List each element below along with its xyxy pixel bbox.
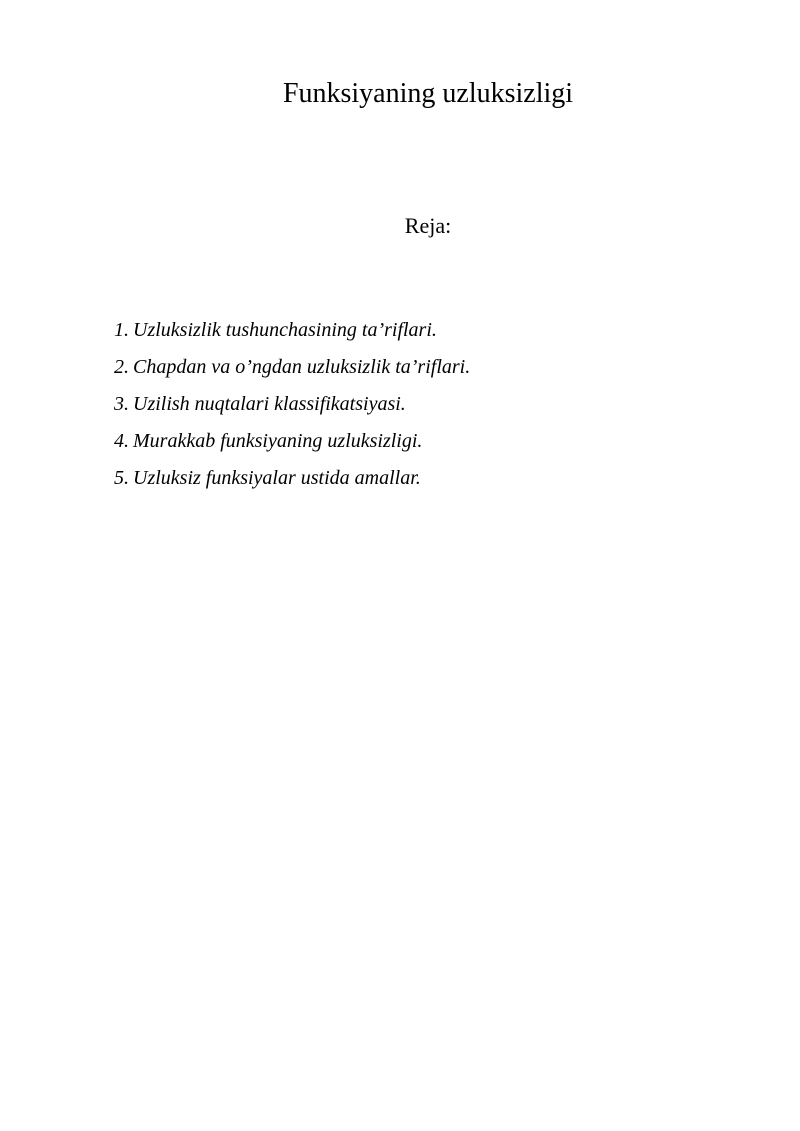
list-item-number: 5. bbox=[114, 467, 129, 489]
list-item-text: Uzluksizlik tushunchasining ta’riflari. bbox=[133, 319, 437, 341]
document-title: Funksiyaning uzluksizligi bbox=[282, 78, 574, 109]
list-item bbox=[114, 460, 470, 497]
list-item-text: Murakkab funksiyaning uzluksizligi. bbox=[133, 430, 423, 452]
list-item bbox=[114, 349, 470, 386]
list-item-text: Chapdan va o’ngdan uzluksizlik ta’riflari. bbox=[133, 356, 471, 378]
list-item bbox=[114, 386, 470, 423]
list-item-number: 2. bbox=[114, 356, 129, 378]
list-item-number: 4. bbox=[114, 430, 129, 452]
list-item bbox=[114, 423, 470, 460]
plan-list bbox=[114, 312, 470, 497]
list-item-text: Uzilish nuqtalari klassifikatsiyasi. bbox=[133, 393, 406, 415]
list-item-number: 1. bbox=[114, 319, 129, 341]
list-item bbox=[114, 312, 470, 349]
plan-heading: Reja: bbox=[404, 213, 452, 238]
list-item-text: Uzluksiz funksiyalar ustida amallar. bbox=[133, 467, 421, 489]
list-item-number: 3. bbox=[114, 393, 129, 415]
